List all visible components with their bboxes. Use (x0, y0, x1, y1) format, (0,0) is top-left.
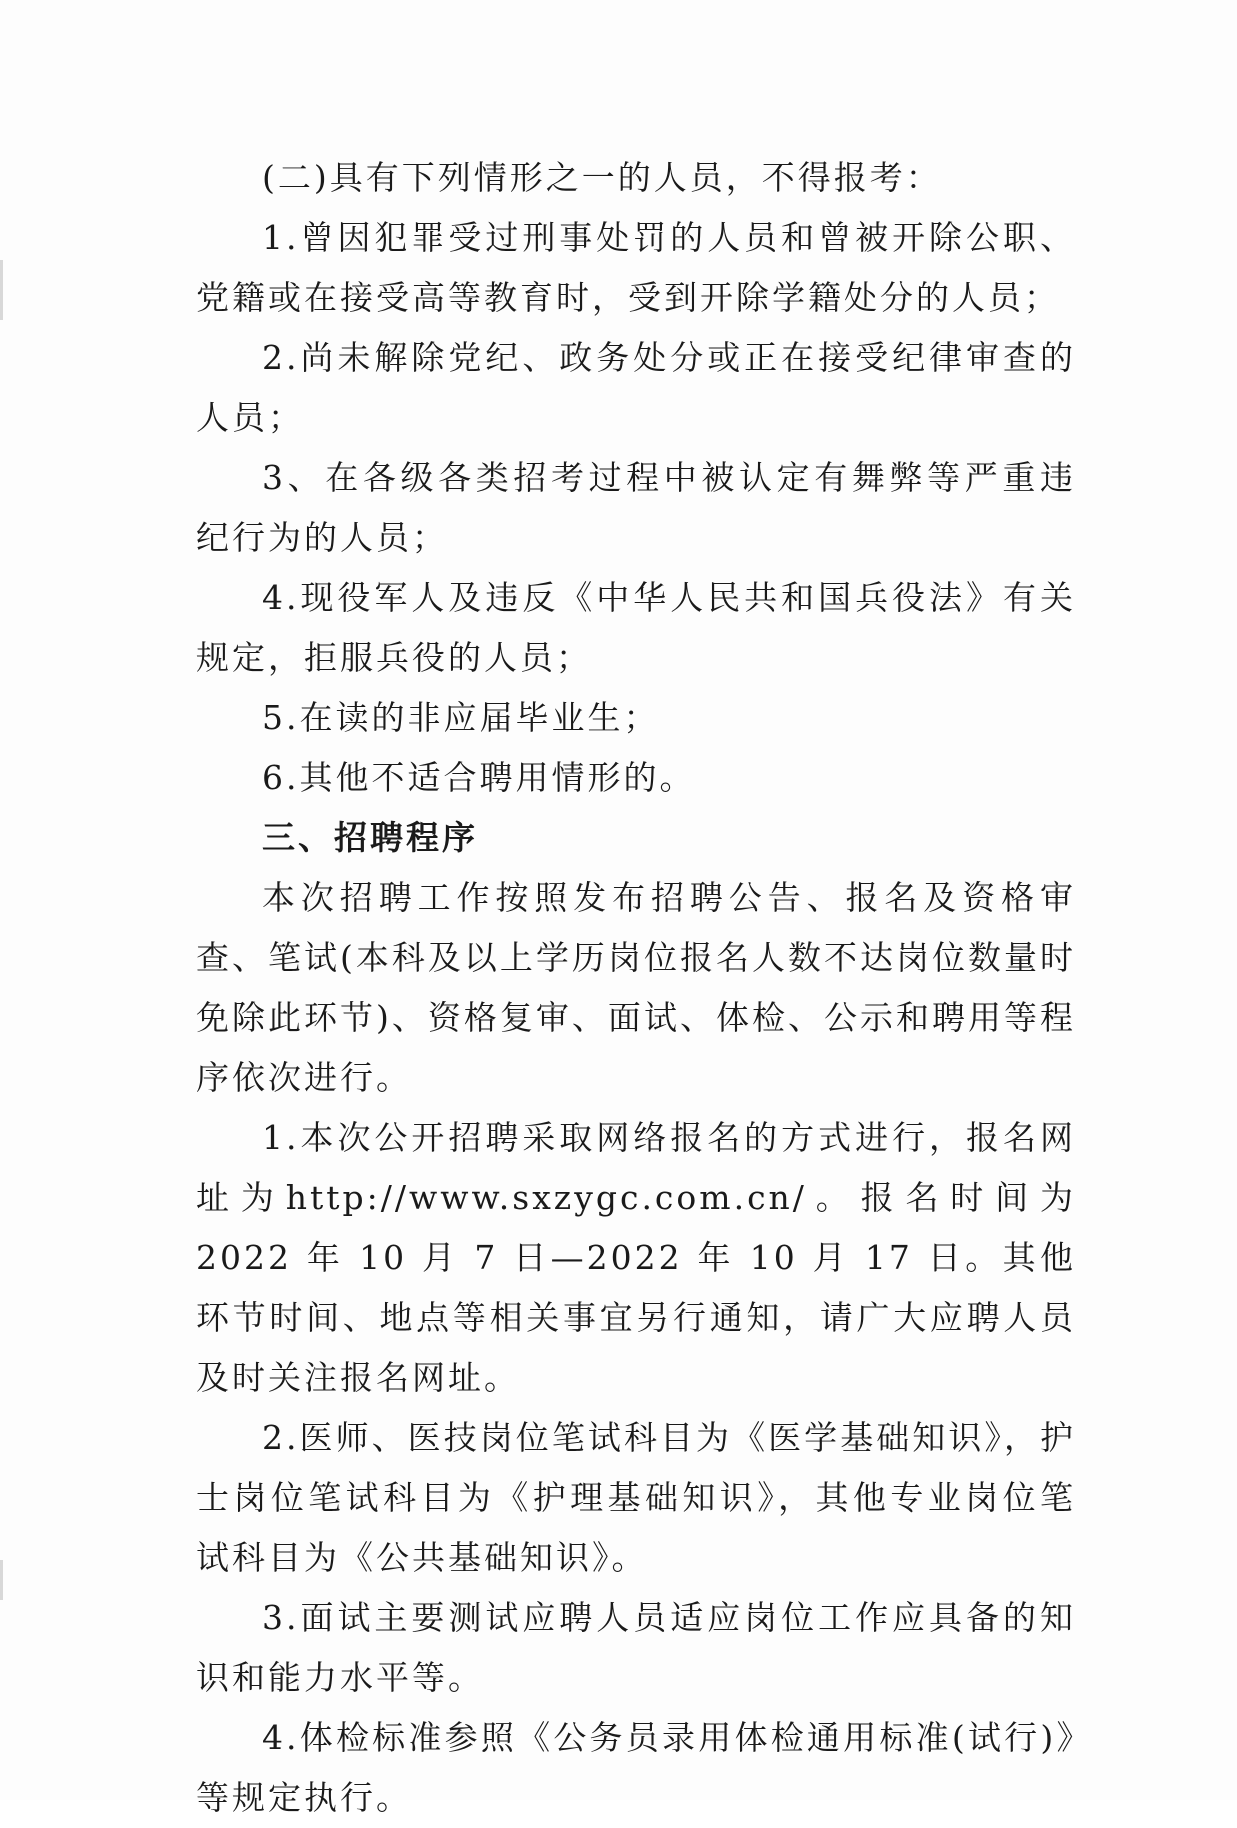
paragraph-item-2: 2.尚未解除党纪、政务处分或正在接受纪律审查的人员； (196, 338, 1076, 437)
paragraph-disqualifications-intro: (二)具有下列情形之一的人员，不得报考： (262, 158, 942, 197)
paragraph-item-5: 5.在读的非应届毕业生； (262, 698, 660, 737)
document-body (196, 148, 1076, 1828)
paragraph-procedure-4: 4.体检标准参照《公务员录用体检通用标准(试行)》等规定执行。 (196, 1718, 1076, 1817)
paragraph-item-4: 4.现役军人及违反《中华人民共和国兵役法》有关规定，拒服兵役的人员； (196, 578, 1076, 677)
paragraph-procedure-2: 2.医师、医技岗位笔试科目为《医学基础知识》，护士岗位笔试科目为《护理基础知识》，其他专业岗位笔试科目为《公共基础知识》。 (196, 1418, 1076, 1577)
paragraph-item-3: 3、在各级各类招考过程中被认定有舞弊等严重违纪行为的人员； (196, 458, 1076, 557)
paragraph-procedure-3: 3.面试主要测试应聘人员适应岗位工作应具备的知识和能力水平等。 (196, 1598, 1076, 1697)
paragraph-item-1: 1.曾因犯罪受过刑事处罚的人员和曾被开除公职、党籍或在接受高等教育时，受到开除学籍处分的人员； (196, 218, 1076, 317)
paragraph-item-6: 6.其他不适合聘用情形的。 (262, 758, 696, 797)
paragraph-procedure-overview: 本次招聘工作按照发布招聘公告、报名及资格审查、笔试(本科及以上学历岗位报名人数不达岗位数量时免除此环节)、资格复审、面试、体检、公示和聘用等程序依次进行。 (196, 878, 1076, 1097)
section-heading-recruitment-procedure: 三、招聘程序 (262, 818, 478, 857)
scan-edge-mark (0, 1560, 3, 1600)
scan-edge-mark (0, 260, 3, 320)
paragraph-procedure-1: 1.本次公开招聘采取网络报名的方式进行，报名网址为http://www.sxzygc.com.cn/。报名时间为 2022 年 10 月 7 日—2022 年 10 月 17 日。其他环节时间、地点等相关事宜另行通知，请广大应聘人员及时关注报名网址。 (196, 1118, 1076, 1397)
